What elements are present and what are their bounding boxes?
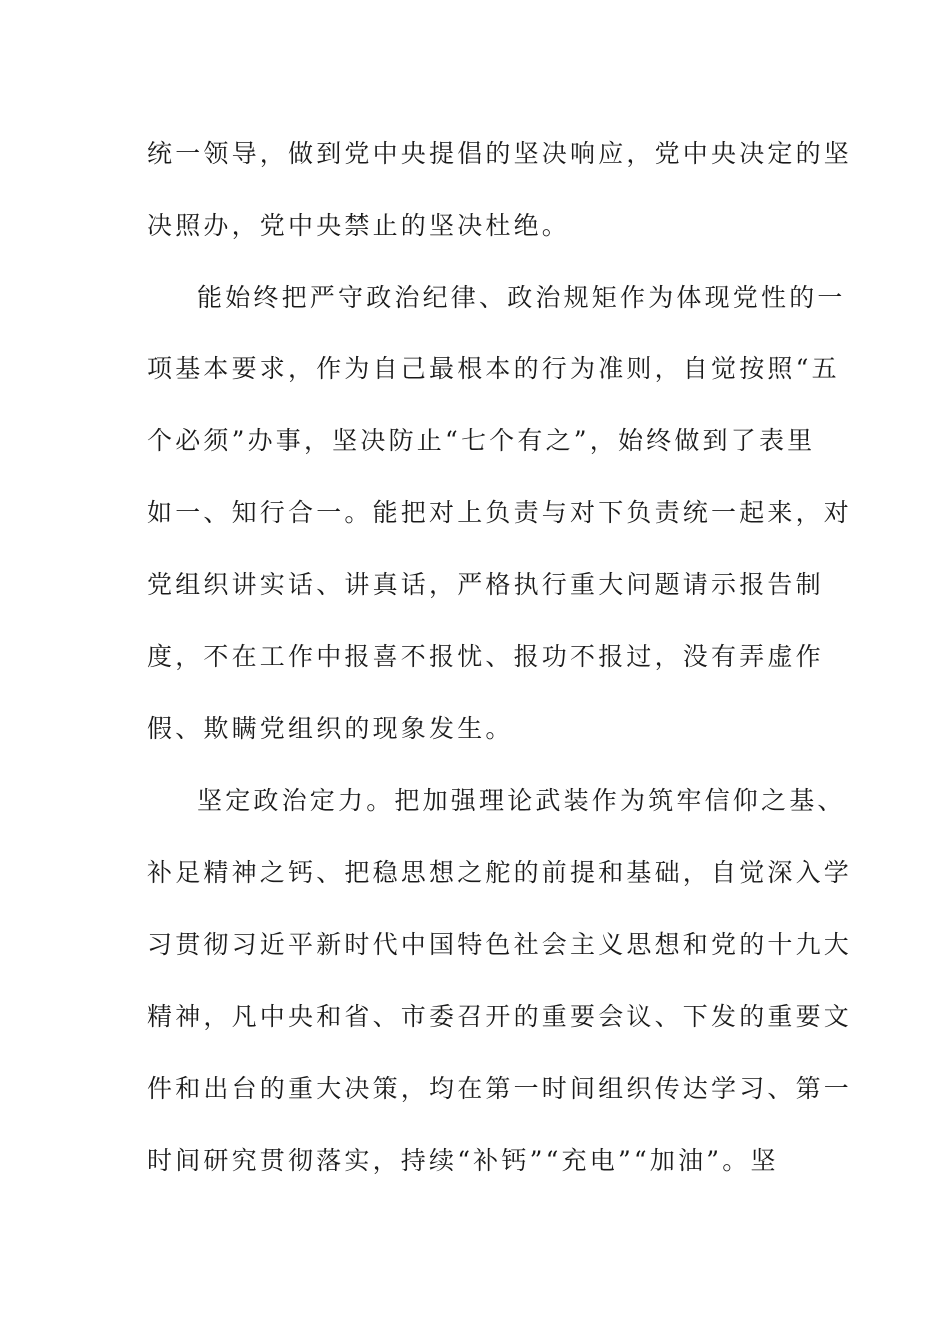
text-line: 时间研究贯彻落实，持续“补钙”“充电”“加油”。坚 [147, 1146, 779, 1175]
text-line: 假、欺瞒党组织的现象发生。 [147, 714, 514, 743]
text-line: 补足精神之钙、把稳思想之舵的前提和基础，自觉深入学 [147, 858, 853, 887]
text-line: 决照办，党中央禁止的坚决杜绝。 [147, 211, 571, 240]
text-line: 个必须”办事，坚决防止“七个有之”，始终做到了表里 [147, 426, 816, 455]
text-line: 如一、知行合一。能把对上负责与对下负责统一起来，对 [147, 498, 853, 527]
paragraph-first-line: 坚定政治定力。把加强理论武装作为筑牢信仰之基、 [197, 786, 846, 815]
paragraph-first-line: 能始终把严守政治纪律、政治规矩作为体现党性的一 [197, 283, 846, 312]
text-line: 精神，凡中央和省、市委召开的重要会议、下发的重要文 [147, 1002, 853, 1031]
text-line: 统一领导，做到党中央提倡的坚决响应，党中央决定的坚 [147, 139, 853, 168]
text-line: 度，不在工作中报喜不报忧、报功不报过，没有弄虚作 [147, 642, 824, 671]
text-line: 党组织讲实话、讲真话，严格执行重大问题请示报告制 [147, 570, 824, 599]
text-line: 习贯彻习近平新时代中国特色社会主义思想和党的十九大 [147, 930, 853, 959]
text-line: 项基本要求，作为自己最根本的行为准则，自觉按照“五 [147, 354, 840, 383]
text-line: 件和出台的重大决策，均在第一时间组织传达学习、第一 [147, 1074, 853, 1103]
